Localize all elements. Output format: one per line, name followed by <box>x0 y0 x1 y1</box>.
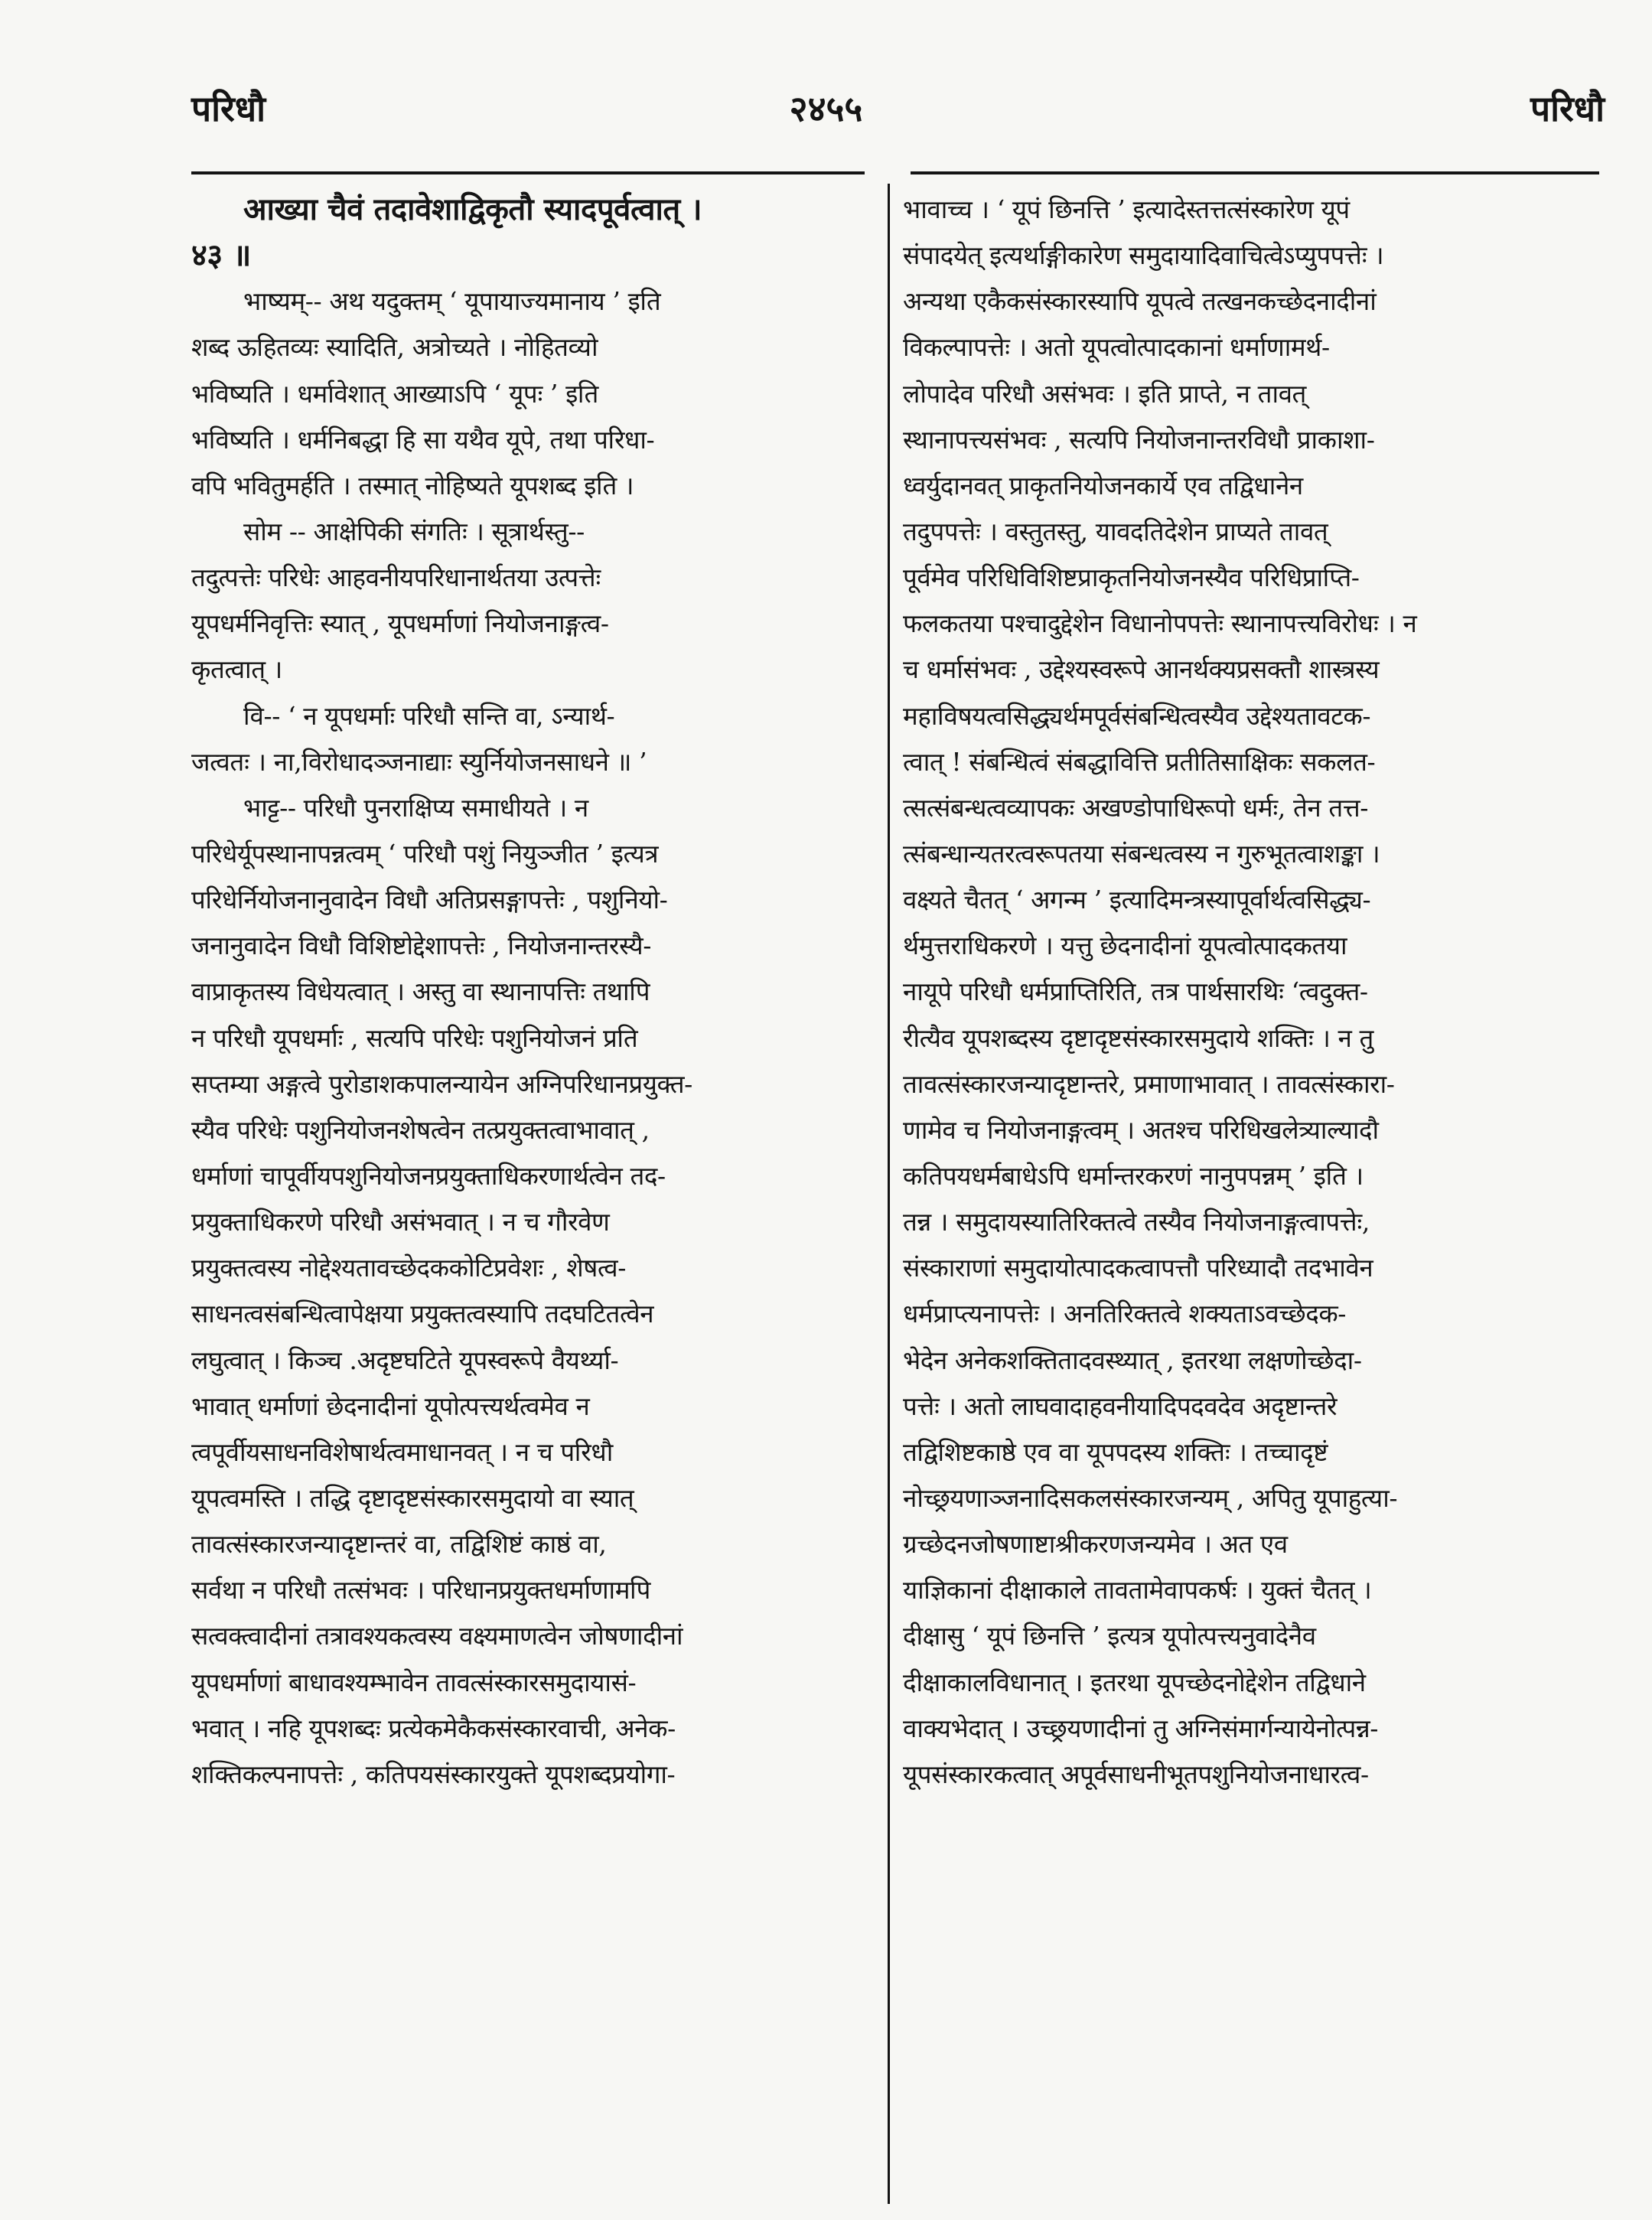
right-column-line: दीक्षाकालविधानात् । इतरथा यूपच्छेदनोद्देशेन तद्विधाने <box>903 1667 1366 1697</box>
running-header-left: परिधौ <box>191 88 266 129</box>
left-column-line: भाष्यम्-- अथ यदुक्तम् ‘ यूपायाज्यमानाय ’ इति <box>243 286 661 317</box>
left-column-line: भविष्यति । धर्मावेशात् आख्याऽपि ‘ यूपः ’ इति <box>191 378 598 409</box>
left-column-line: न परिधौ यूपधर्माः , सत्यपि परिधेः पशुनियोजनं प्रति <box>191 1022 638 1053</box>
left-column-line: शक्तिकल्पनापत्तेः , कतिपयसंस्कारयुक्ते यूपशब्दप्रयोगा- <box>191 1759 676 1789</box>
left-column <box>191 187 872 1798</box>
right-column-line: पत्तेः । अतो लाघवादाहवनीयादिपदवदेव अदृष्टान्तरे <box>903 1390 1338 1421</box>
right-column-line: दीक्षासु ‘ यूपं छिनत्ति ’ इत्यत्र यूपोत्पत्त्यनुवादेनैव <box>903 1621 1316 1651</box>
right-column-line: तावत्संस्कारजन्यादृष्टान्तरे, प्रमाणाभावात् । तावत्संस्कारा- <box>903 1068 1395 1099</box>
right-column-line: णामेव च नियोजनाङ्गत्वम् । अतश्च परिधिखलेत्र्याल्यादौ <box>903 1114 1379 1145</box>
left-column-line: यूपधर्मनिवृत्तिः स्यात् , यूपधर्माणां नियोजनाङ्गत्व- <box>191 608 609 639</box>
left-column-line: जनानुवादेन विधौ विशिष्टोद्देशापत्तेः , नियोजनान्तरस्यै- <box>191 931 651 961</box>
right-column-line: याज्ञिकानां दीक्षाकाले तावतामेवापकर्षः । युक्तं चैतत् । <box>903 1575 1372 1606</box>
right-column-line: वक्ष्यते चैतत् ‘ अगन्म ’ इत्यादिमन्त्रस्यापूर्वार्थत्वसिद्ध्य- <box>903 885 1371 915</box>
right-column-line: वाक्यभेदात् । उच्छ्रयणादीनां तु अग्निसंमार्गन्यायेनोत्पन्न- <box>903 1713 1379 1743</box>
right-column-line: रीत्यैव यूपशब्दस्य दृष्टादृष्टसंस्कारसमुदाये शक्तिः । न तु <box>903 1022 1373 1053</box>
left-column-line: यूपधर्माणां बाधावश्यम्भावेन तावत्संस्कारसमुदायासं- <box>191 1667 637 1697</box>
right-column-line: नायूपे परिधौ धर्मप्राप्तिरिति, तत्र पार्थसारथिः ‘त्वदुक्त- <box>903 976 1368 1007</box>
right-column-line: त्सत्संबन्धत्वव्यापकः अखण्डोपाधिरूपो धर्मः, तेन तत्त- <box>903 792 1368 823</box>
left-column-line: भाट्ट-- परिधौ पुनराक्षिप्य समाधीयते । न <box>243 792 588 823</box>
right-column-line: भावाच्च । ‘ यूपं छिनत्ति ’ इत्यादेस्तत्तत्संस्कारेण यूपं <box>903 194 1350 224</box>
header-rule-right <box>911 171 1599 174</box>
right-column-line: स्थानापत्त्यसंभवः , सत्यपि नियोजनान्तरविधौ प्राकाशा- <box>903 424 1375 455</box>
left-column-line: स्यैव परिधेः पशुनियोजनशेषत्वेन तत्प्रयुक्तत्वाभावात् , <box>191 1114 650 1145</box>
left-column-line: तावत्संस्कारजन्यादृष्टान्तरं वा, तद्विशिष्टं काष्ठं वा, <box>191 1529 607 1560</box>
right-column-line: संपादयेत् इत्यर्थाङ्गीकारेण समुदायादिवाचित्वेऽप्युपपत्तेः । <box>903 240 1384 271</box>
left-column-line: कृतत्वात् । <box>191 654 282 685</box>
right-column-line: र्थमुत्तराधिकरणे । यत्तु छेदनादीनां यूपत्वोत्पादकतया <box>903 931 1347 961</box>
left-column-line: लघुत्वात् । किञ्च .अदृष्टघटिते यूपस्वरूपे वैयर्थ्या- <box>191 1345 619 1375</box>
right-column-line: तदुपपत्तेः । वस्तुतस्तु, यावदतिदेशेन प्राप्यते तावत् <box>903 516 1328 546</box>
left-column-line: परिधेर्नियोजनानुवादेन विधौ अतिप्रसङ्गापत्तेः , पशुनियो- <box>191 885 668 915</box>
right-column <box>903 187 1599 1798</box>
left-column-line: सत्वक्त्वादीनां तत्रावश्यकत्वस्य वक्ष्यमाणत्वेन जोषणादीनां <box>191 1621 683 1651</box>
right-column-line: त्वात् ! संबन्धित्वं संबद्धावित्ति प्रतीतिसाक्षिकः सकलत- <box>903 746 1376 777</box>
right-column-line: पूर्वमेव परिधिविशिष्टप्राकृतनियोजनस्यैव परिधिप्राप्ति- <box>903 562 1360 593</box>
right-column-line: भेदेन अनेकशक्तितादवस्थ्यात् , इतरथा लक्षणोच्छेदा- <box>903 1345 1362 1375</box>
right-column-line: ध्वर्युदानवत् प्राकृतनियोजनकार्ये एव तद्विधानेन <box>903 470 1303 500</box>
running-header-right: परिधौ <box>1530 88 1605 129</box>
left-column-line: सर्वथा न परिधौ तत्संभवः । परिधानप्रयुक्तधर्माणामपि <box>191 1575 650 1606</box>
header-rule-left <box>191 171 865 174</box>
left-column-line: साधनत्वसंबन्धित्वापेक्षया प्रयुक्तत्वस्यापि तदघटितत्वेन <box>191 1299 654 1329</box>
left-column-line: परिधेर्यूपस्थानापन्नत्वम् ‘ परिधौ पशुं नियुञ्जीत ’ इत्यत्र <box>191 838 659 869</box>
left-column-line: प्रयुक्ताधिकरणे परिधौ असंभवात् । न च गौरवेण <box>191 1207 610 1237</box>
left-column-line: वपि भवितुमर्हति । तस्मात् नोहिष्यते यूपशब्द इति । <box>191 470 634 500</box>
right-column-line: नोच्छ्रयणाञ्जनादिसकलसंस्कारजन्यम् , अपितु यूपाहुत्या- <box>903 1482 1398 1513</box>
left-column-line: त्वपूर्वीयसाधनविशेषार्थत्वमाधानवत् । न च परिधौ <box>191 1436 613 1467</box>
right-column-line: त्संबन्धान्यतरत्वरूपतया संबन्धत्वस्य न गुरुभूतत्वाशङ्का । <box>903 838 1380 869</box>
left-column-line: सप्तम्या अङ्गत्वे पुरोडाशकपालन्यायेन अग्निपरिधानप्रयुक्त- <box>191 1068 692 1099</box>
right-column-line: विकल्पापत्तेः । अतो यूपत्वोत्पादकानां धर्माणामर्थ- <box>903 332 1330 363</box>
left-column-line: तदुत्पत्तेः परिधेः आहवनीयपरिधानार्थतया उत्पत्तेः <box>191 562 601 593</box>
right-column-line: तन्न । समुदायस्यातिरिक्तत्वे तस्यैव नियोजनाङ्गत्वापत्तेः, <box>903 1207 1370 1237</box>
right-column-line: यूपसंस्कारकत्वात् अपूर्वसाधनीभूतपशुनियोजनाधारत्व- <box>903 1759 1369 1789</box>
left-column-line: भावात् धर्माणां छेदनादीनां यूपोत्पत्त्यर्थत्वमेव न <box>191 1390 590 1421</box>
left-column-line: सोम -- आक्षेपिकी संगतिः । सूत्रार्थस्तु-- <box>243 516 585 546</box>
right-column-line: महाविषयत्वसिद्ध्यर्थमपूर्वसंबन्धित्वस्यैव उद्देश्यतावटक- <box>903 700 1371 731</box>
left-column-line: वाप्राकृतस्य विधेयत्वात् । अस्तु वा स्थानापत्तिः तथापि <box>191 976 650 1007</box>
right-column-line: धर्मप्राप्त्यनापत्तेः । अनतिरिक्तत्वे शक्यताऽवच्छेदक- <box>903 1299 1347 1329</box>
right-column-line: ग्रच्छेदनजोषणाष्टाश्रीकरणजन्यमेव । अत एव <box>903 1529 1288 1560</box>
right-column-line: च धर्मासंभवः , उद्देश्यस्वरूपे आनर्थक्यप्रसक्तौ शास्त्रस्य <box>903 654 1380 685</box>
left-column-line: भविष्यति । धर्मनिबद्धा हि सा यथैव यूपे, तथा परिधा- <box>191 424 655 455</box>
right-column-line: तद्विशिष्टकाष्ठे एव वा यूपपदस्य शक्तिः । तच्चादृष्टं <box>903 1436 1328 1467</box>
right-column-line: फलकतया पश्चादुद्देशेन विधानोपपत्तेः स्थानापत्त्यविरोधः । न <box>903 608 1417 639</box>
left-column-line: भवात् । नहि यूपशब्दः प्रत्येकमेकैकसंस्कारवाची, अनेक- <box>191 1713 676 1743</box>
left-column-line: जत्वतः । ना,विरोधादञ्जनाद्याः स्युर्नियोजनसाधने ॥ ’ <box>191 746 647 777</box>
right-column-line: संस्काराणां समुदायोत्पादकत्वापत्तौ परिध्यादौ तदभावेन <box>903 1253 1373 1283</box>
page-number: २४५५ <box>789 88 863 129</box>
right-column-line: लोपादेव परिधौ असंभवः । इति प्राप्ते, न तावत् <box>903 378 1306 409</box>
left-column-line: शब्द ऊहितव्यः स्यादिति, अत्रोच्यते । नोहितव्यो <box>191 332 598 363</box>
left-column-line: प्रयुक्तत्वस्य नोद्देश्यतावच्छेदककोटिप्रवेशः , शेषत्व- <box>191 1253 626 1283</box>
left-column-line: ४३ ॥ <box>191 237 251 274</box>
right-column-line: कतिपयधर्मबाधेऽपि धर्मान्तरकरणं नानुपपन्नम् ’ इति । <box>903 1160 1364 1191</box>
left-column-line: आख्या चैवं तदावेशाद्विकृतौ स्यादपूर्वत्वात् । <box>243 191 702 227</box>
left-column-line: वि-- ‘ न यूपधर्माः परिधौ सन्ति वा, ऽन्यार्थ- <box>243 700 615 731</box>
left-column-line: धर्माणां चापूर्वीयपशुनियोजनप्रयुक्ताधिकरणार्थत्वेन तद- <box>191 1160 666 1191</box>
column-divider <box>888 184 890 2204</box>
right-column-line: अन्यथा एकैकसंस्कारस्यापि यूपत्वे तत्खनकच्छेदनादीनां <box>903 286 1377 317</box>
left-column-line: यूपत्वमस्ति । तद्धि दृष्टादृष्टसंस्कारसमुदायो वा स्यात् <box>191 1482 634 1513</box>
